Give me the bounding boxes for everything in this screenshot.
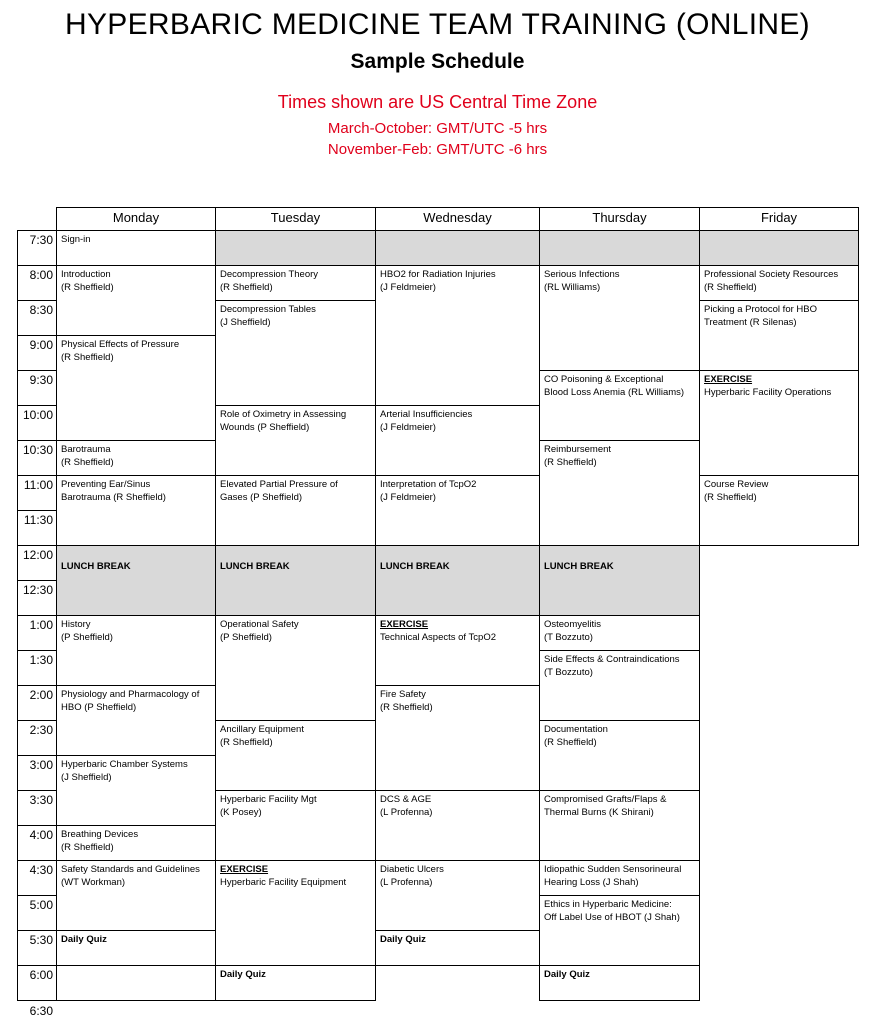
page-title: HYPERBARIC MEDICINE TEAM TRAINING (ONLINE): [65, 8, 810, 41]
session-title: Picking a Protocol for HBO: [704, 304, 817, 315]
session-title: Arterial Insufficiencies: [380, 409, 473, 420]
session-detail: (R Sheffield): [704, 492, 757, 503]
time-label: 4:30: [17, 860, 57, 896]
session-cell: [56, 475, 216, 546]
session-title: Physical Effects of Pressure: [61, 339, 180, 350]
page-subtitle: Sample Schedule: [350, 50, 525, 73]
session-cell: [215, 405, 376, 476]
session-cell: [56, 755, 216, 826]
session-title: Preventing Ear/Sinus: [61, 479, 151, 490]
session-detail: Treatment (R Silenas): [704, 317, 797, 328]
session-title: Hyperbaric Chamber Systems: [61, 759, 188, 770]
session-cell: [699, 475, 859, 546]
session-cell: [539, 895, 700, 966]
session-detail: (R Sheffield): [704, 282, 757, 293]
daily-quiz-label: Daily Quiz: [220, 969, 266, 980]
time-label: 2:30: [17, 720, 57, 756]
session-cell: [215, 720, 376, 791]
session-title: Idiopathic Sudden Sensorineural: [544, 864, 682, 875]
session-cell: [539, 790, 700, 861]
empty-slot: [215, 230, 376, 266]
session-title: Operational Safety: [220, 619, 299, 630]
time-label: 7:30: [17, 230, 57, 266]
session-cell: [539, 965, 700, 1001]
time-label: 6:30: [29, 1004, 53, 1018]
day-header-monday: Monday: [56, 207, 216, 231]
session-cell: [215, 965, 376, 1001]
session-cell: [375, 685, 540, 791]
session-detail: Hearing Loss (J Shah): [544, 877, 639, 888]
session-cell: [539, 545, 700, 616]
session-title: Fire Safety: [380, 689, 426, 700]
session-detail: (R Sheffield): [61, 842, 114, 853]
session-detail: Blood Loss Anemia (RL Williams): [544, 387, 685, 398]
session-cell: [375, 790, 540, 861]
session-detail: (R Sheffield): [61, 457, 114, 468]
session-cell: [375, 545, 540, 616]
session-detail: (L Profenna): [380, 807, 433, 818]
session-cell: [699, 300, 859, 371]
session-cell: [699, 370, 859, 476]
session-detail: Barotrauma (R Sheffield): [61, 492, 166, 503]
session-detail: (L Profenna): [380, 877, 433, 888]
session-detail: Technical Aspects of TcpO2: [380, 632, 496, 643]
session-cell: [56, 615, 216, 686]
time-label: 12:00: [17, 545, 57, 581]
lunch-break-label: LUNCH BREAK: [544, 561, 614, 572]
session-detail: (RL Williams): [544, 282, 601, 293]
session-detail: (P Sheffield): [220, 632, 272, 643]
session-detail: (K Posey): [220, 807, 262, 818]
session-title: Interpretation of TcpO2: [380, 479, 477, 490]
session-detail: (R Sheffield): [220, 282, 273, 293]
session-title: Professional Society Resources: [704, 269, 839, 280]
day-header-thursday: Thursday: [539, 207, 700, 231]
time-label: 8:00: [17, 265, 57, 301]
session-cell: [56, 440, 216, 476]
session-title: Reimbursement: [544, 444, 612, 455]
session-title: Decompression Theory: [220, 269, 319, 280]
session-cell: [215, 475, 376, 546]
time-label: 11:00: [17, 475, 57, 511]
session-title: Serious Infections: [544, 269, 620, 280]
session-detail: Hyperbaric Facility Equipment: [220, 877, 347, 888]
session-title: Breathing Devices: [61, 829, 139, 840]
session-detail: (J Sheffield): [220, 317, 271, 328]
day-header-wednesday: Wednesday: [375, 207, 540, 231]
day-header-friday: Friday: [699, 207, 859, 231]
session-cell: [56, 930, 216, 966]
session-cell: [375, 475, 540, 546]
session-cell: [215, 790, 376, 861]
session-title: DCS & AGE: [380, 794, 432, 805]
daily-quiz-label: Daily Quiz: [544, 969, 590, 980]
session-cell: [539, 650, 700, 721]
session-title: Role of Oximetry in Assessing: [220, 409, 347, 420]
session-title: Course Review: [704, 479, 769, 490]
session-detail: (P Sheffield): [61, 632, 113, 643]
session-cell: [375, 405, 540, 476]
empty-slot: [375, 230, 540, 266]
session-cell: [375, 265, 540, 406]
time-label: 9:00: [17, 335, 57, 371]
session-cell: [539, 440, 700, 546]
session-title: Ethics in Hyperbaric Medicine:: [544, 899, 672, 910]
session-detail: (J Sheffield): [61, 772, 112, 783]
time-label: 4:00: [17, 825, 57, 861]
time-label: 12:30: [17, 580, 57, 616]
time-label: 10:00: [17, 405, 57, 441]
session-cell: [539, 860, 700, 896]
session-detail: (R Sheffield): [380, 702, 433, 713]
time-label: 6:00: [17, 965, 57, 1001]
session-cell: [56, 335, 216, 441]
session-title: Diabetic Ulcers: [380, 864, 444, 875]
time-label: 5:00: [17, 895, 57, 931]
time-label: 1:00: [17, 615, 57, 651]
time-label: 9:30: [17, 370, 57, 406]
session-detail: (WT Workman): [61, 877, 126, 888]
session-tag: EXERCISE: [220, 864, 269, 875]
session-cell: [215, 300, 376, 406]
session-cell: [56, 545, 216, 616]
session-cell: [539, 265, 700, 371]
time-label: 1:30: [17, 650, 57, 686]
session-cell: [56, 685, 216, 756]
session-title: Hyperbaric Facility Mgt: [220, 794, 317, 805]
session-tag: EXERCISE: [704, 374, 753, 385]
session-title: Physiology and Pharmacology of: [61, 689, 200, 700]
session-cell: [56, 825, 216, 861]
session-title: Introduction: [61, 269, 111, 280]
session-cell: [375, 930, 540, 966]
session-cell: [215, 265, 376, 301]
session-tag: EXERCISE: [380, 619, 429, 630]
timezone-summer: March-October: GMT/UTC -5 hrs: [327, 120, 548, 137]
session-title: Decompression Tables: [220, 304, 316, 315]
session-title: Safety Standards and Guidelines: [61, 864, 200, 875]
session-title: HBO2 for Radiation Injuries: [380, 269, 496, 280]
session-title: Osteomyelitis: [544, 619, 602, 630]
session-cell: [56, 230, 216, 266]
session-cell: [539, 370, 700, 441]
session-title: Ancillary Equipment: [220, 724, 304, 735]
session-detail: Hyperbaric Facility Operations: [704, 387, 832, 398]
session-detail: Gases (P Sheffield): [220, 492, 303, 503]
session-detail: (R Sheffield): [544, 457, 597, 468]
daily-quiz-label: Daily Quiz: [380, 934, 426, 945]
time-label: 11:30: [17, 510, 57, 546]
daily-quiz-label: Daily Quiz: [61, 934, 107, 945]
session-cell: [56, 860, 216, 931]
session-cell: [215, 860, 376, 966]
session-detail: Wounds (P Sheffield): [220, 422, 310, 433]
session-detail: HBO (P Sheffield): [61, 702, 137, 713]
day-header-tuesday: Tuesday: [215, 207, 376, 231]
session-detail: (R Sheffield): [220, 737, 273, 748]
lunch-break-label: LUNCH BREAK: [220, 561, 290, 572]
session-detail: Thermal Burns (K Shirani): [544, 807, 654, 818]
session-detail: (J Feldmeier): [380, 282, 436, 293]
session-detail: Off Label Use of HBOT (J Shah): [544, 912, 680, 923]
session-detail: (R Sheffield): [61, 282, 114, 293]
session-detail: (T Bozzuto): [544, 667, 593, 678]
lunch-break-label: LUNCH BREAK: [380, 561, 450, 572]
time-label: 8:30: [17, 300, 57, 336]
empty-slot: [56, 965, 216, 1001]
session-detail: (J Feldmeier): [380, 422, 436, 433]
session-title: Side Effects & Contraindications: [544, 654, 680, 665]
lunch-break-label: LUNCH BREAK: [61, 561, 131, 572]
empty-slot: [699, 230, 859, 266]
session-title: History: [61, 619, 91, 630]
session-title: CO Poisoning & Exceptional: [544, 374, 664, 385]
time-label: 10:30: [17, 440, 57, 476]
timezone-note: Times shown are US Central Time Zone: [277, 92, 598, 112]
session-cell: [539, 615, 700, 651]
session-title: Documentation: [544, 724, 608, 735]
empty-slot: [539, 230, 700, 266]
session-cell: [375, 860, 540, 931]
timezone-winter: November-Feb: GMT/UTC -6 hrs: [327, 141, 548, 158]
session-detail: (R Sheffield): [61, 352, 114, 363]
session-cell: [215, 615, 376, 721]
session-cell: [375, 615, 540, 686]
session-title: Compromised Grafts/Flaps &: [544, 794, 667, 805]
time-label: 3:00: [17, 755, 57, 791]
session-detail: (R Sheffield): [544, 737, 597, 748]
time-label: 3:30: [17, 790, 57, 826]
session-detail: (J Feldmeier): [380, 492, 436, 503]
session-cell: [699, 265, 859, 301]
session-title: Elevated Partial Pressure of: [220, 479, 338, 490]
session-cell: [539, 720, 700, 791]
time-label: 2:00: [17, 685, 57, 721]
session-cell: [215, 545, 376, 616]
session-cell: [56, 265, 216, 336]
session-detail: (T Bozzuto): [544, 632, 593, 643]
time-label: 5:30: [17, 930, 57, 966]
session-title: Sign-in: [61, 234, 91, 245]
session-title: Barotrauma: [61, 444, 111, 455]
